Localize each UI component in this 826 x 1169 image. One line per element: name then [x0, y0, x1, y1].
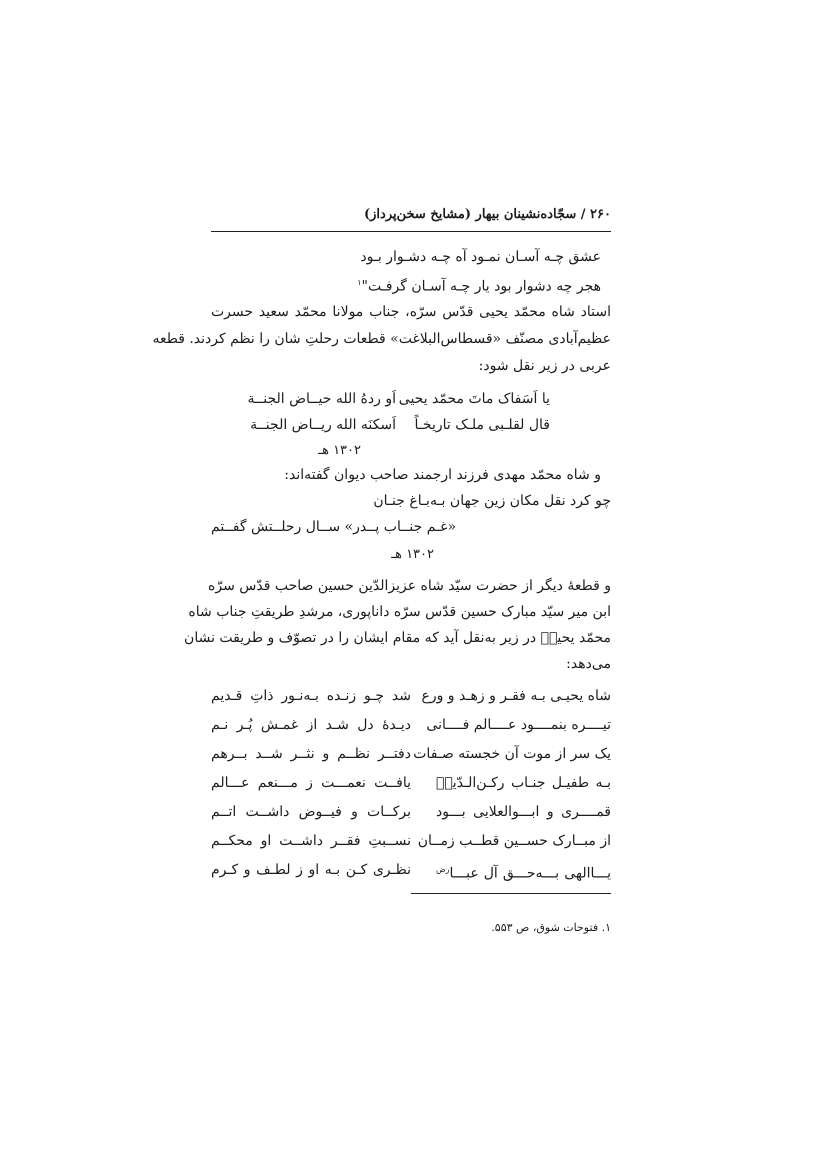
paragraph-1-line-2: عظیم‌آبادی مصنّف «قسطاس‌البلاغت» قطعات رحلتِ شان را نظم کردند. قطعه: [152, 331, 611, 347]
running-header: ۲۶۰ / سجّاده‌نشینان بیهار (مشایخ سخن‌پرداز): [364, 207, 611, 222]
poem-right-hemistichs: [413, 686, 611, 889]
verse-3: چو کرد نقل مکان زین جهان بـه‌بـاغ جنـان: [373, 493, 611, 509]
poem-hemistich: از مبــارک حســین قطــب زمــان: [417, 833, 611, 849]
poem-hemistich: شاه یحیـی بـه فقـر و زهـد و ورع: [421, 688, 611, 704]
paragraph-3-line-4: می‌دهد:: [566, 656, 611, 672]
arabic-verse-1-left: اَو ردهُ الله حیــاض الجنــة: [247, 391, 396, 407]
verse-line-2: هجر چه دشوار بود یار چـه آسـان گرفـت"$^۱$: [357, 278, 601, 295]
poem-left-hemistichs: [211, 686, 411, 889]
date-2: ۱۳۰۲ هـ: [391, 547, 434, 562]
poem-hemistich: یافــت نعمـــت ز مـــنعم عـــالم: [211, 775, 411, 791]
paragraph-3-line-2: ابن میر سیّد مبارک حسین قدّس سرّه داناپوری، مرشدِ طریقتِ جناب شاه: [188, 604, 611, 620]
poem-hemistich: قمــــری و ابـــوالعلایی بـــود: [436, 804, 611, 820]
footnote-divider: [411, 893, 611, 894]
poem-hemistich: دیـدۀ دل شـد از غمـش پُـر نـم: [211, 717, 411, 733]
paragraph-2: و شاه محمّد مهدی فرزند ارجمند صاحب دیوان گفته‌اند:: [284, 467, 601, 483]
poem-hemistich: یـــاالهی بـــه‌حـــق آل عبـــا$^{رض}$: [436, 865, 611, 882]
poem-hemistich: برکــات و فیــوض داشــت اتــم: [211, 804, 411, 820]
paragraph-1-line-1: استاد شاه محمّد یحیی قدّس سرّه، جناب مولانا محمّد سعید حسرت: [211, 304, 611, 320]
verse-line-1: عشق چـه آسـان نمـود آه چـه دشـوار بـود: [360, 249, 601, 265]
arabic-verse-1-right: یا اَسَفاک ماتَ محمّد یحیی: [398, 391, 550, 407]
date-1: ۱۳۰۲ هـ: [318, 443, 361, 458]
verse-4: «غـم جنــاب پــدر» ســال رحلــتش گفــتم: [211, 519, 457, 535]
paragraph-3-line-3: محمّد یحییؒ در زیر به‌نقل آید که مقام ایشان را در تصوّف و طریقت نشان: [184, 630, 611, 646]
poem-hemistich: شد چـو زنـده بـه‌نـور ذاتِ قـدیم: [211, 688, 411, 704]
arabic-verse-2-right: قال لقلـبی ملـک تاریخـاً: [414, 417, 550, 433]
poem-hemistich: تیــــره بنمــــود عــــالم فــــانی: [426, 717, 611, 733]
footnote-ref: ۱: [357, 278, 362, 287]
honorific-mark: رض: [436, 865, 450, 874]
arabic-verse-2-left: اَسکنَه الله ریــاض الجنــة: [250, 417, 396, 433]
poem-hemistich: نســبتِ فقــر داشــت او محکــم: [211, 833, 411, 849]
paragraph-3-line-1: و قطعۀ دیگر از حضرت سیّد شاه عزیزالدّین حسین صاحب قدّس سرّه: [208, 578, 611, 594]
paragraph-1-line-3: عربی در زیر نقل شود:: [478, 358, 611, 374]
poem-hemistich: بـه طفیـل جنـاب رکـن‌الـدّینؒ: [436, 775, 611, 791]
poem-hemistich: نظـری کـن بـه او ز لطـف و کـرم: [211, 862, 411, 878]
header-divider: [211, 231, 611, 232]
footnote: ۱. فتوحات شوق، ص ۵۵۳.: [491, 921, 611, 934]
poem-hemistich: یک سر از موت آن خجسته صـفات: [413, 746, 611, 762]
poem-hemistich: دفتــر نظــم و نثــر شــد بــرهم: [211, 746, 411, 762]
